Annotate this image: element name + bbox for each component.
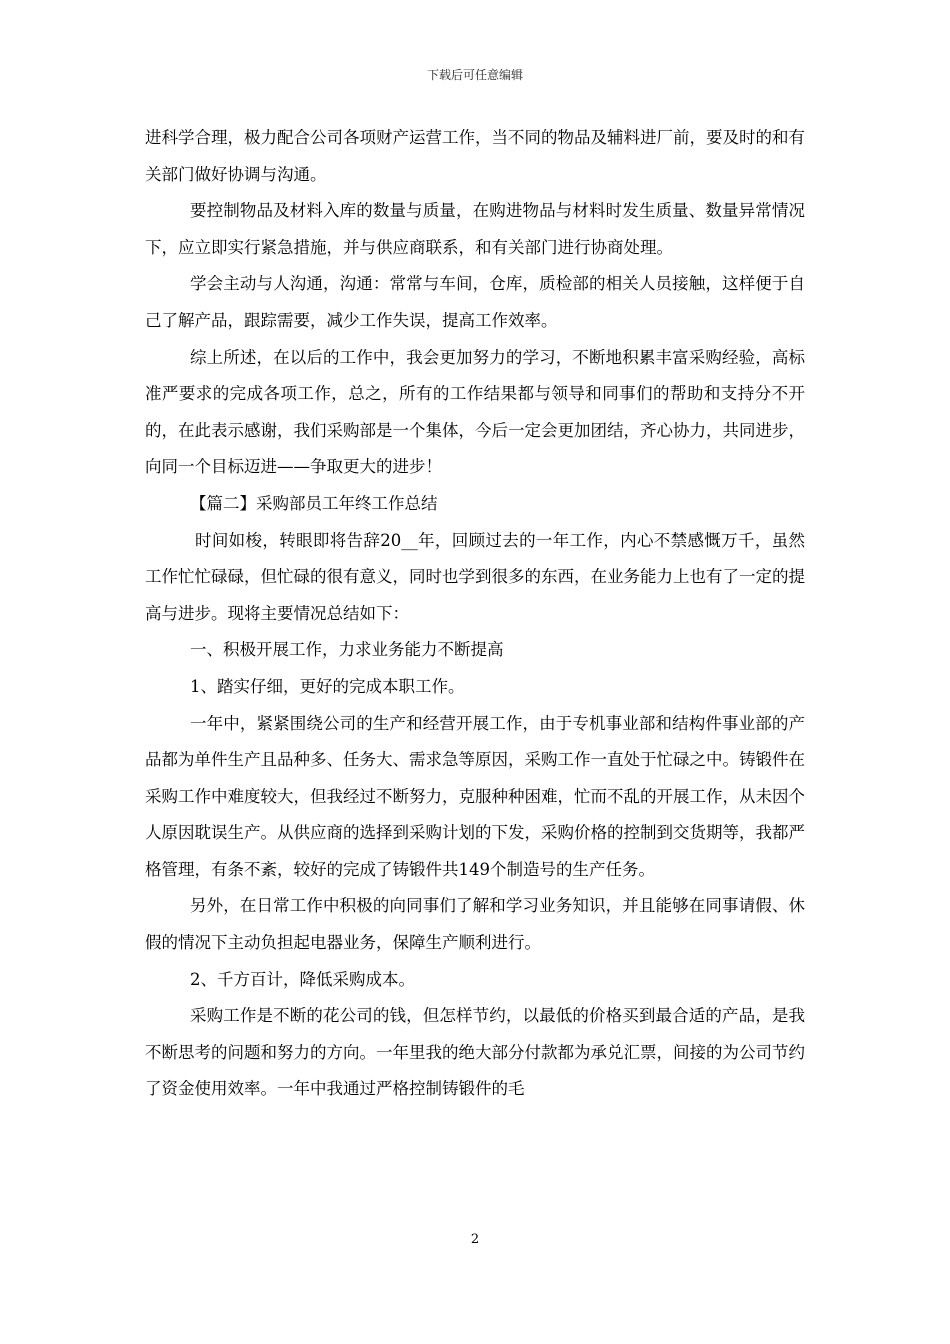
paragraph-1: 进科学合理，极力配合公司各项财产运营工作，当不同的物品及辅料进厂前，要及时的和有关部门做好协调与沟通。 — [145, 128, 805, 184]
paragraph-10: 另外，在日常工作中积极的向同事们了解和学习业务知识，并且能够在同事请假、休假的情况下主动负担起电器业务，保障生产顺利进行。 — [145, 896, 805, 953]
paragraph-12: 采购工作是不断的花公司的钱，但怎样节约，以最低的价格买到最合适的产品，是我不断思考的问题和努力的方向。一年里我的绝大部分付款都为承兑汇票，间接的为公司节约了资金使用效率。一年中我通过严格控制铸锻件的毛 — [145, 1006, 805, 1099]
page-header: 下载后可任意编辑 — [426, 68, 523, 82]
list-item-1: 1、踏实仔细，更好的完成本职工作。 — [190, 676, 465, 696]
paragraph-4: 综上所述，在以后的工作中，我会更加努力的学习，不断地积累丰富采购经验，高标准严要求的完成各项工作，总之，所有的工作结果都与领导和同事们的帮助和支持分不开的，在此表示感谢，我们采购部是一个集体，今后一定会更加团结，齐心协力，共同进步，向同一个目标迈进——争取更大的进步！ — [145, 347, 805, 477]
section-heading: 【篇二】采购部员工年终工作总结 — [190, 493, 438, 513]
paragraph-3: 学会主动与人沟通，沟通：常常与车间，仓库，质检部的相关人员接触，这样便于自己了解产品，跟踪需要，减少工作失误，提高工作效率。 — [145, 274, 805, 330]
paragraph-6: 时间如梭，转眼即将告辞20__年，回顾过去的一年工作，内心不禁感慨万千，虽然工作忙忙碌碌，但忙碌的很有意义，同时也学到很多的东西，在业务能力上也有了一定的提高与进步。现将主要情况总结如下： — [145, 530, 805, 623]
document-body — [145, 120, 805, 1108]
list-item-2: 2、千方百计，降低采购成本。 — [190, 969, 415, 989]
subheading-1: 一、积极开展工作，力求业务能力不断提高 — [190, 640, 504, 660]
page-number: 2 — [470, 1232, 480, 1247]
paragraph-2: 要控制物品及材料入库的数量与质量，在购进物品与材料时发生质量、数量异常情况下，应立即实行紧急措施，并与供应商联系，和有关部门进行协商处理。 — [145, 201, 805, 257]
paragraph-9: 一年中，紧紧围绕公司的生产和经营开展工作，由于专机事业部和结构件事业部的产品都为单件生产且品种多、任务大、需求急等原因，采购工作一直处于忙碌之中。铸锻件在采购工作中难度较大，但我经过不断努力，克服种种困难，忙而不乱的开展工作，从未因个人原因耽误生产。从供应商的选择到采购计划的下发，采购价格的控制到交货期等，我都严格管理，有条不紊，较好的完成了铸锻件共149个制造号的生产任务。 — [145, 713, 805, 879]
